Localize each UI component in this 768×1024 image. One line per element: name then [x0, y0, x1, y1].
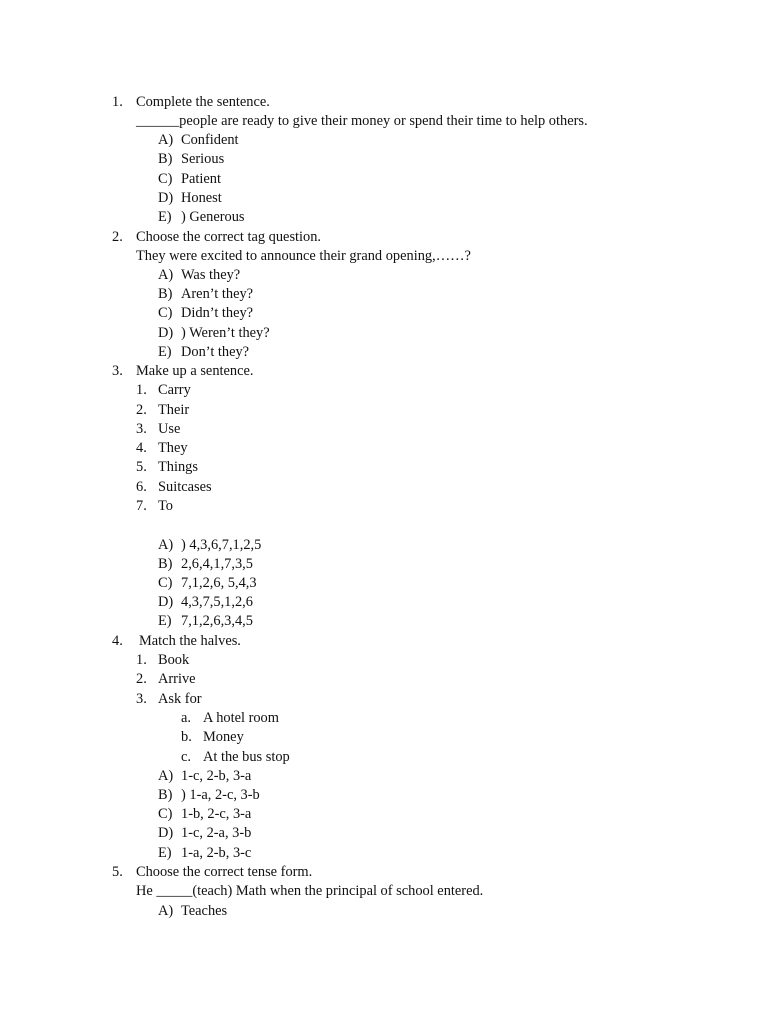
match-right-letter: b. — [181, 729, 192, 745]
question-stem: ______people are ready to give their money or spend their time to help others. — [136, 113, 588, 129]
question-prompt: Choose the correct tense form. — [136, 864, 313, 880]
option-letter: C) — [158, 806, 173, 822]
word-number: 5. — [136, 459, 147, 475]
question-prompt: Complete the sentence. — [136, 94, 270, 110]
word-number: 3. — [136, 421, 147, 437]
option-text: Aren’t they? — [181, 286, 254, 302]
option-letter: A) — [158, 903, 174, 919]
word-text: They — [158, 440, 188, 456]
option-letter: C) — [158, 305, 173, 321]
word-number: 4. — [136, 440, 147, 456]
word-text: Things — [158, 459, 198, 475]
option-text: Don’t they? — [181, 344, 250, 360]
match-left-number: 1. — [136, 652, 147, 668]
question-number: 5. — [112, 864, 123, 880]
option-text: Patient — [181, 171, 221, 187]
option-text: ) Weren’t they? — [181, 325, 270, 341]
option-letter: E) — [158, 344, 172, 360]
match-left-text: Book — [158, 652, 190, 668]
question-prompt: Match the halves. — [139, 633, 241, 649]
option-letter: C) — [158, 171, 173, 187]
question-prompt: Make up a sentence. — [136, 363, 254, 379]
option-letter: B) — [158, 556, 173, 572]
option-text: Confident — [181, 132, 239, 148]
option-text: 2,6,4,1,7,3,5 — [181, 556, 253, 572]
option-letter: A) — [158, 267, 174, 283]
option-letter: B) — [158, 787, 173, 803]
option-text: Serious — [181, 151, 225, 167]
option-text: 4,3,7,5,1,2,6 — [181, 594, 253, 610]
option-text: Teaches — [181, 903, 228, 919]
option-letter: D) — [158, 190, 174, 206]
word-text: Suitcases — [158, 479, 212, 495]
match-right-text: At the bus stop — [203, 749, 290, 765]
option-letter: E) — [158, 845, 172, 861]
match-left-text: Ask for — [158, 691, 202, 707]
question-number: 3. — [112, 363, 123, 379]
word-text: Use — [158, 421, 181, 437]
option-text: 7,1,2,6, 5,4,3 — [181, 575, 257, 591]
question-stem: He _____(teach) Math when the principal of school entered. — [136, 883, 484, 899]
option-letter: B) — [158, 286, 173, 302]
question-prompt: Choose the correct tag question. — [136, 229, 322, 245]
option-text: Didn’t they? — [181, 305, 254, 321]
option-letter: D) — [158, 825, 174, 841]
option-text: Was they? — [181, 267, 241, 283]
option-text: 1-c, 2-b, 3-a — [181, 768, 252, 784]
option-letter: C) — [158, 575, 173, 591]
option-text: 1-b, 2-c, 3-a — [181, 806, 252, 822]
option-text: Honest — [181, 190, 222, 206]
option-text: ) 1-a, 2-c, 3-b — [181, 787, 260, 803]
question-stem: They were excited to announce their grand opening,……? — [136, 248, 471, 264]
option-letter: D) — [158, 594, 174, 610]
option-letter: A) — [158, 537, 174, 553]
match-right-letter: a. — [181, 710, 191, 726]
option-letter: E) — [158, 613, 172, 629]
match-left-number: 2. — [136, 671, 147, 687]
option-letter: A) — [158, 132, 174, 148]
option-text: ) Generous — [181, 209, 245, 225]
word-text: To — [158, 498, 173, 514]
option-letter: D) — [158, 325, 174, 341]
question-number: 2. — [112, 229, 123, 245]
word-number: 7. — [136, 498, 147, 514]
option-letter: B) — [158, 151, 173, 167]
word-text: Carry — [158, 382, 191, 398]
option-letter: A) — [158, 768, 174, 784]
question-number: 1. — [112, 94, 123, 110]
option-letter: E) — [158, 209, 172, 225]
match-right-letter: c. — [181, 749, 191, 765]
word-text: Their — [158, 402, 190, 418]
match-left-text: Arrive — [158, 671, 196, 687]
word-number: 1. — [136, 382, 147, 398]
word-number: 2. — [136, 402, 147, 418]
match-left-number: 3. — [136, 691, 147, 707]
word-number: 6. — [136, 479, 147, 495]
option-text: 7,1,2,6,3,4,5 — [181, 613, 253, 629]
match-right-text: A hotel room — [203, 710, 279, 726]
question-number: 4. — [112, 633, 123, 649]
option-text: ) 4,3,6,7,1,2,5 — [181, 537, 262, 553]
option-text: 1-c, 2-a, 3-b — [181, 825, 252, 841]
match-right-text: Money — [203, 729, 244, 745]
option-text: 1-a, 2-b, 3-c — [181, 845, 252, 861]
